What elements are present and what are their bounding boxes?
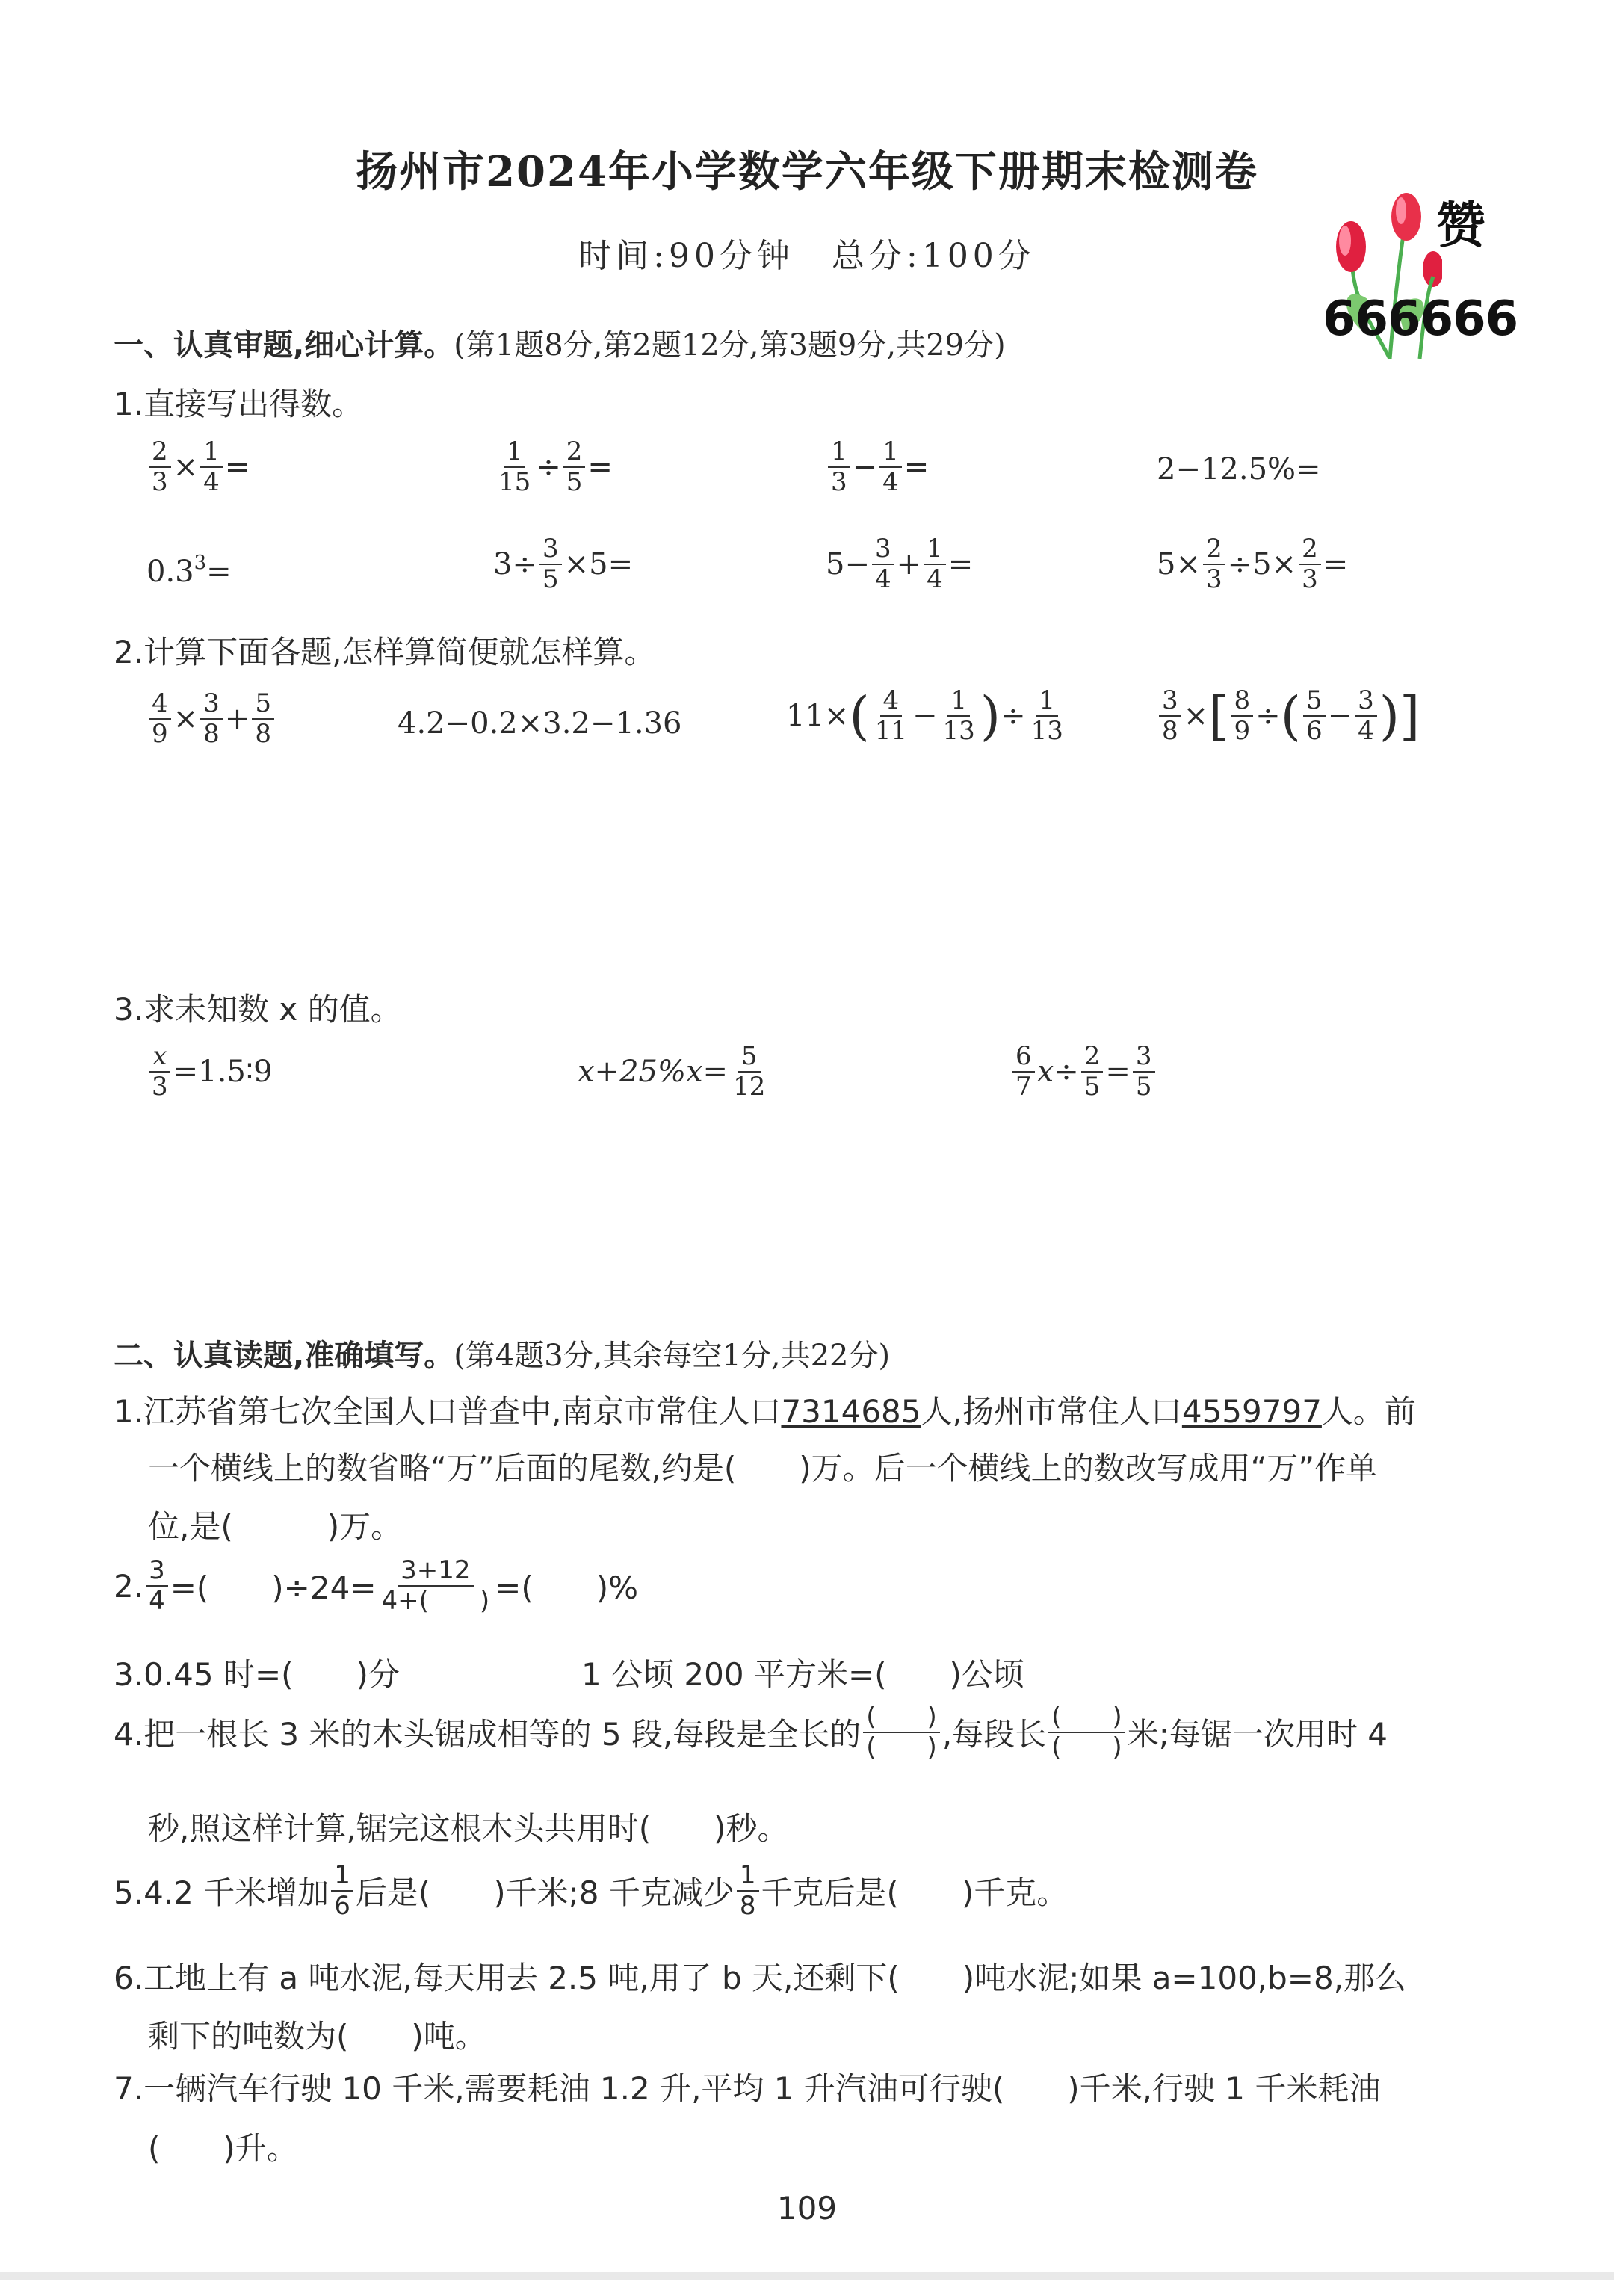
s2-q6-line1: 6.工地上有 a 吨水泥,每天用去 2.5 吨,用了 b 天,还剩下( )吨水泥;如果 a=100,b=8,那么 <box>114 1960 1407 1996</box>
section-2-label: 二、认真读题,准确填写。 <box>114 1339 454 1373</box>
nanjing-population: 7314685 <box>781 1393 921 1430</box>
section-2-header <box>114 1332 890 1374</box>
section-1-label: 一、认真审题,细心计算。 <box>114 328 454 362</box>
s2-q1-line3: 位,是( )万。 <box>148 1508 403 1545</box>
section-1-note: (第1题8分,第2题12分,第3题9分,共29分) <box>454 328 1006 362</box>
s2-q5: 5.4.2 千米增加 $\frac{1}{6}$ 后是( )千米;8 千克减少 $\frac{1}{8}$ 千克后是( )千克。 <box>114 1860 1069 1922</box>
exam-info: 时间:90分钟 总分:100分 <box>578 237 1036 275</box>
q1-item-3: $\frac{1}{3}$ − $\frac{1}{4}$ = <box>826 437 929 497</box>
q3-eq-1: $\frac{x}{3}$ =1.5∶9 <box>146 1042 273 1102</box>
q1-item-6: 3÷ $\frac{3}{5}$ ×5= <box>493 534 634 595</box>
q1-item-8: 5× $\frac{2}{3}$ ÷5× $\frac{2}{3}$ = <box>1157 534 1349 595</box>
s2-q3b: 1 公顷 200 平方米=( )公顷 <box>581 1656 1024 1693</box>
praise-sticker <box>1323 179 1518 366</box>
s2-q2: 2. $\frac{3}{4}$ =( )÷24= $\frac{3+12}{4+( )}$ =( )% <box>114 1555 639 1617</box>
section-1-header <box>114 321 1006 364</box>
q3-eq-3: $\frac{6}{7}$ x÷ $\frac{2}{5}$ = $\frac{3}{5}$ <box>1010 1042 1157 1102</box>
praise-number: 666666 <box>1323 291 1518 347</box>
s2-q1-line2: 一个横线上的数省略“万”后面的尾数,约是( )万。后一个横线上的数改写成用“万”作单 <box>148 1450 1378 1487</box>
s2-q7-line2: ( )升。 <box>148 2130 298 2167</box>
praise-text: 赞 <box>1436 197 1485 254</box>
s2-q3a: 3.0.45 时=( )分 <box>114 1656 400 1693</box>
page-number: 109 <box>776 2190 838 2226</box>
q2-label: 2.计算下面各题,怎样算简便就怎样算。 <box>114 634 656 670</box>
yangzhou-population: 4559797 <box>1181 1393 1322 1430</box>
q1-item-2: $\frac{1}{15}$ ÷ $\frac{2}{5}$ = <box>498 436 613 498</box>
q1-item-5: 0.3 $^3$ = <box>146 552 232 589</box>
q1-label: 1.直接写出得数。 <box>114 386 364 422</box>
s2-q4-line2: 秒,照这样计算,锯完这根木头共用时( )秒。 <box>148 1810 789 1847</box>
q1-item-1: $\frac{2}{3}$ × $\frac{1}{4}$ = <box>146 437 250 497</box>
page-title: 扬州市2024年小学数学六年级下册期末检测卷 <box>356 147 1258 197</box>
s2-q4-line1: 4.把一根长 3 米的木头锯成相等的 5 段,每段是全长的 $\frac{( )}{( )}$ ,每段长 $\frac{( )}{( )}$ 米;每锯一次用时 4 <box>114 1702 1388 1763</box>
q3-eq-2: x+25%x= $\frac{5}{12}$ <box>578 1041 766 1102</box>
q2-expr-1: $\frac{4}{9}$ × $\frac{3}{8}$ + $\frac{5}{8}$ <box>146 689 276 749</box>
q1-item-4: 2−12.5%= <box>1157 452 1321 487</box>
s2-q7-line1: 7.一辆汽车行驶 10 千米,需要耗油 1.2 升,平均 1 升汽油可行驶( )千米,行驶 1 千米耗油 <box>114 2070 1381 2107</box>
section-2-note: (第4题3分,其余每空1分,共22分) <box>454 1339 891 1373</box>
q2-expr-3: 11× ( $\frac{4}{11}$ − $\frac{1}{13}$ ) ÷ $\frac{1}{13}$ <box>786 685 1063 747</box>
q2-expr-2: 4.2−0.2×3.2−1.36 <box>398 706 682 741</box>
bottom-divider <box>0 2272 1614 2280</box>
s2-q1-line1: 1.江苏省第七次全国人口普查中,南京市常住人口7314685人,扬州市常住人口4559797人。前 <box>114 1393 1416 1430</box>
q1-item-7: 5− $\frac{3}{4}$ + $\frac{1}{4}$ = <box>826 534 974 595</box>
q2-expr-4: $\frac{3}{8}$ × [ $\frac{8}{9}$ ÷ ( $\frac{5}{6}$ − $\frac{3}{4}$ )] <box>1157 686 1420 746</box>
q3-label: 3.求未知数 x 的值。 <box>114 991 402 1028</box>
s2-q6-line2: 剩下的吨数为( )吨。 <box>148 2018 486 2055</box>
